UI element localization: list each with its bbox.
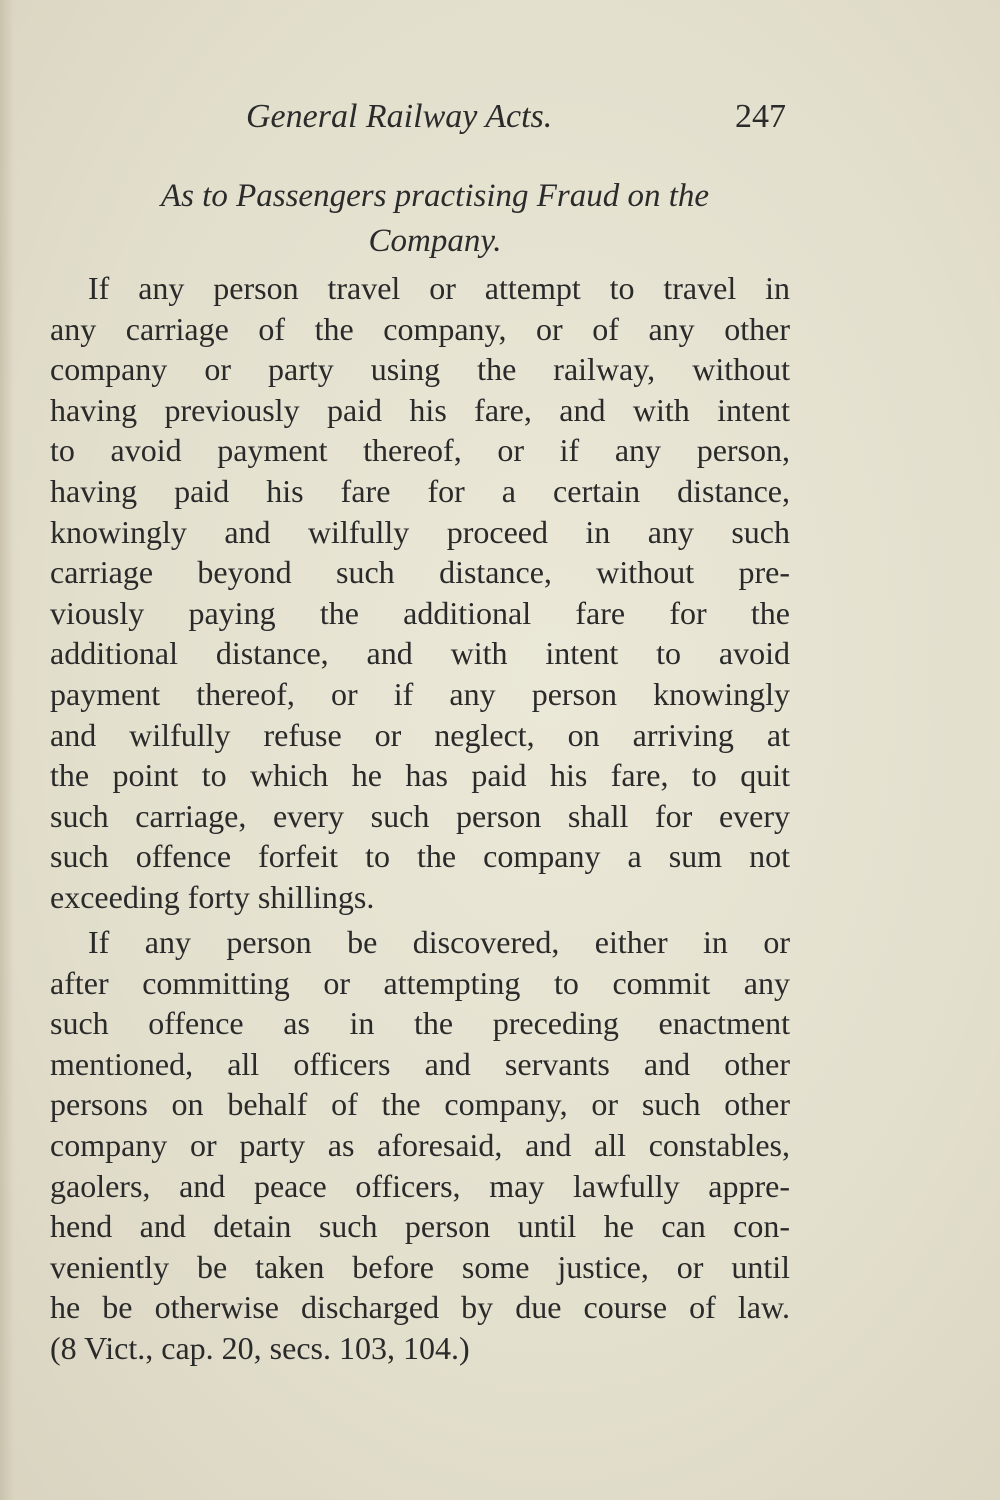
text-line: having paid his fare for a certain distance, (50, 472, 790, 509)
text-line: carriage beyond such distance, without pre- (50, 554, 790, 591)
text-line: gaolers, and peace officers, may lawfully appre- (50, 1167, 790, 1204)
text-line: If any person be discovered, either in or (88, 924, 790, 960)
section-heading (60, 174, 810, 264)
section-heading-line: Company. (368, 223, 502, 259)
text-line: persons on behalf of the company, or such other (50, 1086, 790, 1123)
page-gutter-shadow (0, 0, 14, 1500)
text-line: If any person travel or attempt to travel in (88, 270, 790, 306)
paragraph-passenger-fraud (50, 268, 790, 918)
text-line: knowingly and wilfully proceed in any such (50, 513, 790, 550)
text-line: such offence forfeit to the company a sum not (50, 838, 790, 875)
text-line: viously paying the additional fare for the (50, 594, 790, 631)
text-line: such offence as in the preceding enactment (50, 1005, 790, 1042)
paragraph-apprehension (50, 922, 790, 1369)
text-line: exceeding forty shillings. (50, 878, 375, 915)
text-line: such carriage, every such person shall for every (50, 797, 790, 834)
text-line: company or party using the railway, without (50, 351, 790, 388)
running-head (246, 98, 786, 148)
text-line: after committing or attempting to commit any (50, 964, 790, 1001)
text-line: the point to which he has paid his fare, to quit (50, 757, 790, 794)
citation-line: (8 Vict., cap. 20, secs. 103, 104.) (50, 1329, 470, 1366)
text-line: additional distance, and with intent to avoid (50, 635, 790, 672)
text-line: mentioned, all officers and servants and other (50, 1045, 790, 1082)
text-line: payment thereof, or if any person knowingly (50, 675, 790, 712)
text-line: and wilfully refuse or neglect, on arriving at (50, 716, 790, 753)
text-line: to avoid payment thereof, or if any person, (50, 432, 790, 469)
text-line: he be otherwise discharged by due course of law. (50, 1289, 790, 1326)
text-line: any carriage of the company, or of any other (50, 310, 790, 347)
text-line: hend and detain such person until he can con- (50, 1208, 790, 1245)
text-line: having previously paid his fare, and with intent (50, 391, 790, 428)
page-number: 247 (735, 98, 786, 135)
running-title: General Railway Acts. (246, 98, 553, 135)
text-line: company or party as aforesaid, and all constables, (50, 1126, 790, 1163)
section-heading-line: As to Passengers practising Fraud on the (160, 178, 710, 214)
text-line: veniently be taken before some justice, or until (50, 1248, 790, 1285)
